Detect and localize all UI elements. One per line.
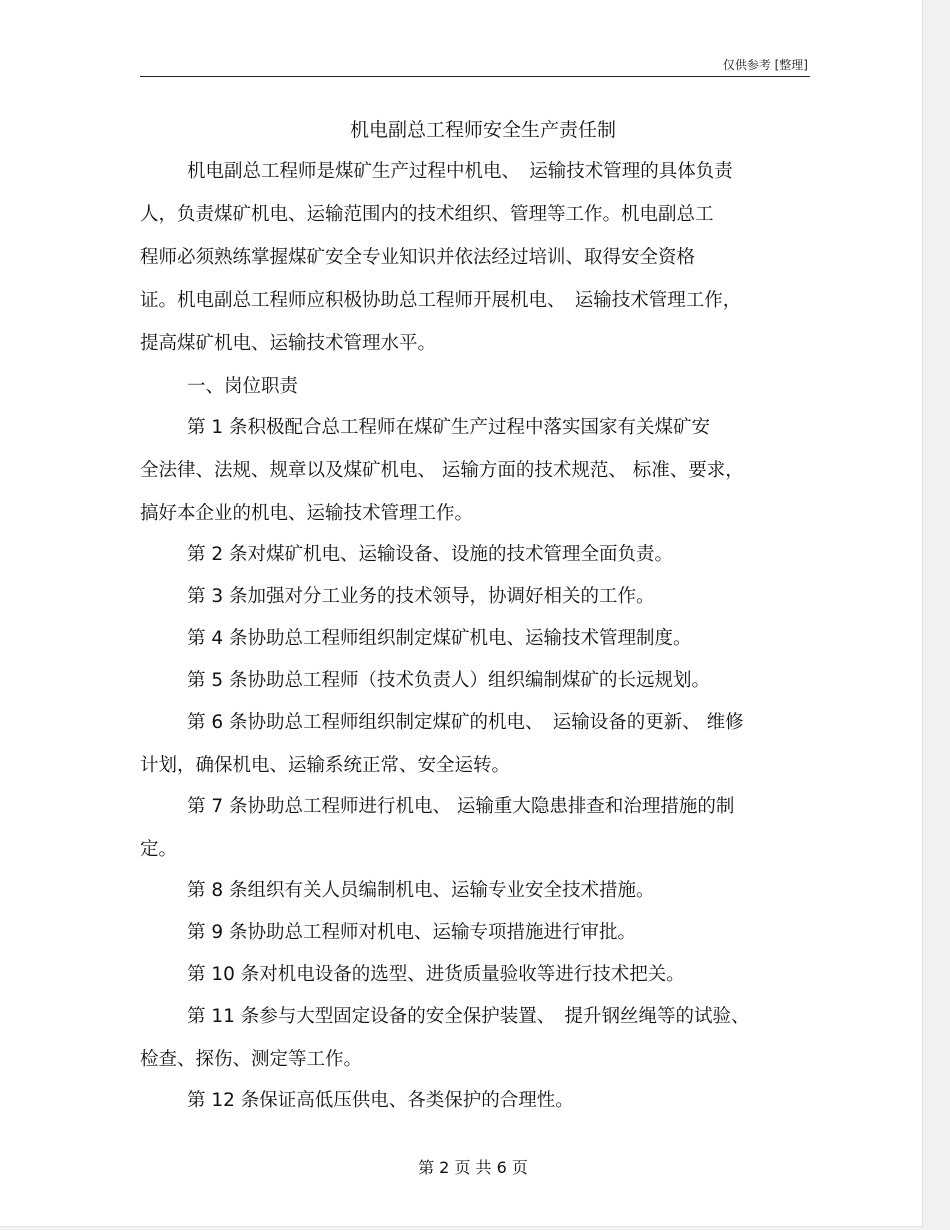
- body-line: 第 3 条加强对分工业务的技术领导，协调好相关的工作。: [187, 586, 655, 607]
- body-line: 机电副总工程师是煤矿生产过程中机电、 运输技术管理的具体负责: [187, 161, 733, 182]
- body-line: 第 4 条协助总工程师组织制定煤矿机电、运输技术管理制度。: [187, 628, 692, 649]
- body-line: 计划，确保机电、运输系统正常、安全运转。: [140, 755, 511, 776]
- body-line: 第 11 条参与大型固定设备的安全保护装置、 提升钢丝绳等的试验、: [187, 1006, 750, 1027]
- body-line: 第 9 条协助总工程师对机电、运输专项措施进行审批。: [187, 922, 637, 943]
- body-line: 第 10 条对机电设备的选型、进货质量验收等进行技术把关。: [187, 964, 685, 985]
- body-line: 第 2 条对煤矿机电、运输设备、设施的技术管理全面负责。: [187, 544, 674, 565]
- body-line: 第 12 条保证高低压供电、各类保护的合理性。: [187, 1090, 574, 1111]
- page-footer: 第 2 页 共 6 页: [418, 1158, 528, 1177]
- body-line: 搞好本企业的机电、运输技术管理工作。: [140, 503, 474, 524]
- body-line: 全法律、法规、规章以及煤矿机电、 运输方面的技术规范、 标准、要求，: [140, 460, 744, 481]
- body-line: 人，负责煤矿机电、运输范围内的技术组织、管理等工作。机电副总工: [140, 204, 714, 225]
- body-line: 检查、探伤、测定等工作。: [140, 1049, 363, 1070]
- header-rule: [140, 76, 810, 77]
- body-line: 定。: [140, 839, 178, 860]
- body-line: 证。机电副总工程师应积极协助总工程师开展机电、 运输技术管理工作，: [140, 290, 742, 311]
- section-heading: 一、岗位职责: [187, 376, 299, 397]
- body-line: 第 6 条协助总工程师组织制定煤矿的机电、 运输设备的更新、 维修: [187, 712, 744, 733]
- document-title: 机电副总工程师安全生产责任制: [349, 119, 616, 141]
- body-line: 提高煤矿机电、运输技术管理水平。: [140, 333, 437, 354]
- body-line: 第 1 条积极配合总工程师在煤矿生产过程中落实国家有关煤矿安: [187, 417, 711, 438]
- body-line: 第 5 条协助总工程师（技术负责人）组织编制煤矿的长远规划。: [187, 670, 711, 691]
- body-line: 第 8 条组织有关人员编制机电、运输专业安全技术措施。: [187, 880, 655, 901]
- body-line: 程师必须熟练掌握煤矿安全专业知识并依法经过培训、取得安全资格: [140, 247, 696, 268]
- header-note: 仅供参考 [整理]: [722, 58, 808, 72]
- body-line: 第 7 条协助总工程师进行机电、 运输重大隐患排查和治理措施的制: [187, 796, 735, 817]
